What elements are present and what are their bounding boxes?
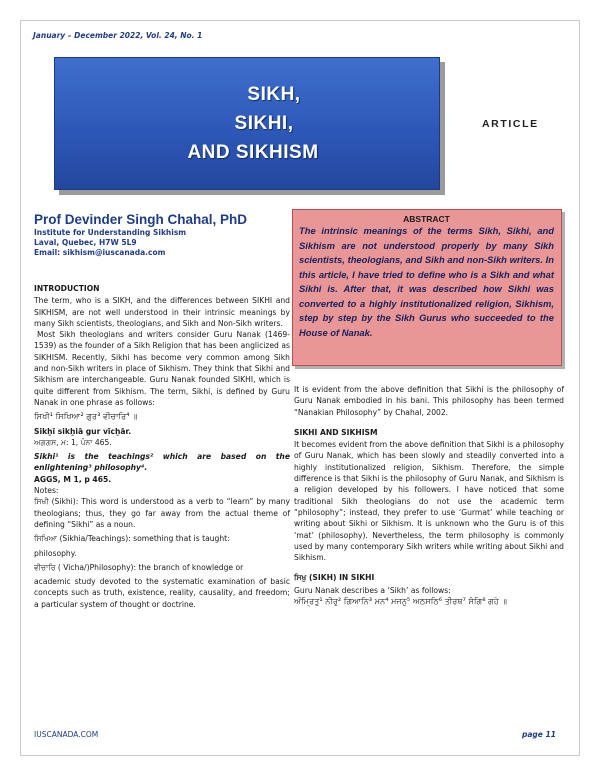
sikhi-sikhism-paragraph: It becomes evident from the above definition that Sikhi is a philosophy of Guru Nanak, which has been slowly and steadily converted into a highly institutionalized religion, Sikhism. Therefore, the simple difference is that Sikhi is the philosophy of Guru Nanak, and Sikhism is a religion developed by his followers. I have noticed that some traditional Sikh theologians do not use the academic term “philosophy”; instead, they prefer to use ‘Gurmat’ while teaching or writing about Sikhi or Sikhism. It is unknown who the Guru is of this ‘mat’ (philosophy). Nevertheless, the term philosophy is commonly used by many contemporary Sikh writers while writing about Sikhi and Sikhism.: [294, 440, 564, 563]
definition-paragraph: It is evident from the above definition that Sikhi is the philosophy of Guru Nanak embodied in his bani. This philosophy has been termed “Nanakian Philosophy” by Chahal, 2002.: [294, 385, 564, 417]
sikhi-sikhism-heading: SIKHI AND SIKHISM: [294, 427, 378, 437]
note-sikhi: ਸਿਖੀ (Sikhi): This word is understood as a verb to “learn” by many theologians; thus, they go far away from the actual theme of defining “Sikhi” as a noun.: [34, 497, 290, 529]
author-block: [34, 212, 290, 258]
intro-heading: INTRODUCTION: [34, 284, 100, 293]
reference-punjabi: ਅਗਗਸ, ਮ: 1, ਪੰਨਾ 465.: [34, 437, 112, 447]
left-column: [34, 283, 290, 610]
page-number: page 11: [522, 730, 556, 739]
note-vichar-continued: academic study devoted to the systematic examination of basic concepts such as truth, existence, reality, causality, and freedom; a particular system of thought or doctrine.: [34, 577, 290, 609]
sikh-description-intro: Guru Nanak describes a ‘Sikh’ as follows:: [294, 585, 451, 595]
abstract-box: [292, 209, 562, 366]
title-line-1: SIKH,: [247, 84, 301, 105]
title-line-2: SIKHI,: [234, 113, 294, 134]
journal-issue-header: January – December 2022, Vol. 24, No. 1: [33, 31, 203, 40]
gurbani-quote-2: ਅੰਮ੍ਰਿਤੁ¹ ਨੀਰੁ² ਗਿਆਨਿ³ ਮਨ⁴ ਮਜਨੁ⁵ ਅਠਸਠਿ⁶ ਤੀਰਥ⁷ ਸੰਗਿ⁸ ਗਹੇ ॥: [294, 596, 507, 607]
note-sikhia: ਸਿਖਿਆ (Sikhia/Teachings): something that is taught:: [34, 534, 230, 544]
sikh-in-sikhi-heading: ਸਿਖੁ (SIKH) IN SIKHI: [294, 573, 375, 583]
intro-paragraph-1: The term, who is a SIKH, and the differences between SIKHI and SIKHISM, are not well understood in their intrinsic meanings by many Sikh scientists, theologians, and Sikh and Non-Sikh writers.: [34, 296, 290, 328]
title-banner: [54, 57, 440, 190]
title-line-3: AND SIKHISM: [187, 142, 319, 163]
meaning: Sikhi¹ is the teachings² which are based on the enlightening³ philosophy⁴.: [34, 452, 290, 473]
notes-label: Notes:: [34, 486, 59, 496]
note-vichar: ਵੀਚਾਰਿ ( Vicha/)Philosophy): the branch of knowledge or: [34, 562, 244, 572]
abstract-heading: ABSTRACT: [403, 214, 450, 224]
author-name: Prof Devinder Singh Chahal, PhD: [34, 212, 248, 227]
gurbani-quote: ਸਿਖੀ¹ ਸਿਖਿਆ² ਗੁਰ³ ਵੀਚਾਰਿ⁴ ॥: [34, 411, 138, 422]
intro-paragraph-2: Most Sikh theologians and writers consider Guru Nanak (1469-1539) as the founder of a Sikh Religion that has been anglicized as SIKHISM. Recently, Sikhi has become very common among Sikh and non-Sikh writers in place of Sikhism. They think that Sikhi and Sikhism are interchangeable. Guru Nanak founded SIKHI, which is quite different from Sikhism. The term, Sikhi, is defined by Guru Nanak in one phrase as follows:: [34, 330, 290, 407]
footer-website[interactable]: IUSCANADA.COM: [34, 730, 99, 739]
author-institute: Institute for Understanding Sikhism: [34, 228, 187, 237]
note-sikhia-continued: philosophy.: [34, 548, 77, 558]
section-label: ARTICLE: [482, 118, 539, 130]
abstract-text: The intrinsic meanings of the terms Sikh, Sikhi, and Sikhism are not understood properly by many Sikh scientists, theologians, and Sikh and non-Sikh writers. In this article, I have tried to define who is a Sikh and what Sikhi is. After that, it was described how Sikhi was converted to a highly institutionalized religion, Sikhism, step by step by the Sikh Gurus who succeeded to the House of Nanak.: [299, 225, 554, 338]
author-email[interactable]: Email: sikhism@iuscanada.com: [34, 248, 166, 257]
reference-english: AGGS, M 1, p 465.: [34, 474, 112, 484]
transliteration: Sikẖī sikẖiā gur vīcẖār.: [34, 426, 132, 436]
right-column: [294, 384, 564, 607]
author-address: Laval, Quebec, H7W 5L9: [34, 238, 137, 247]
